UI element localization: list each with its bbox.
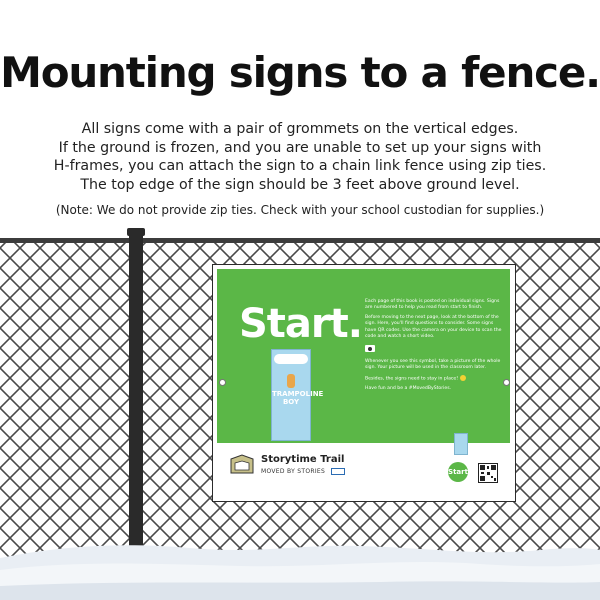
trail-name: Storytime Trail xyxy=(261,454,345,465)
sign-instruction-line: Whenever you see this symbol, take a picture of the whole sign. Your picture will be used in the classroom later. xyxy=(365,358,501,371)
trail-tagline: MOVED BY STORIES xyxy=(261,468,326,475)
camera-icon xyxy=(365,345,375,352)
sign-instruction-line: Each page of this book is posted on individual signs. Signs are numbered to help you read from start to finish. xyxy=(365,299,500,311)
instructions-line: If the ground is frozen, and you are unable to set up your signs with xyxy=(58,139,542,156)
sign-instruction-line xyxy=(365,375,503,383)
sign-green-panel xyxy=(217,269,510,443)
zip-tie-note: (Note: We do not provide zip ties. Check with your school custodian for supplies.) xyxy=(55,203,545,217)
book-title: TRAMPOLINE BOY xyxy=(272,390,324,406)
fence-top-rail xyxy=(0,238,600,243)
instructions-line: H-frames, you can attach the sign to a chain link fence using zip ties. xyxy=(53,158,547,174)
instructions-line: The top edge of the sign should be 3 feet above ground level. xyxy=(80,176,520,193)
sign-heading: Start. xyxy=(239,301,362,347)
book-cover-image xyxy=(271,349,324,441)
instructions-line: All signs come with a pair of grommets on the vertical edges. xyxy=(81,121,519,137)
fence-post xyxy=(129,232,143,562)
sign-instructions xyxy=(365,299,503,395)
sign-instruction-text: Besides, the signs need to stay in place! xyxy=(365,376,459,382)
sign-instruction-line: Have fun and be a #MovedByStories. xyxy=(365,385,452,391)
qr-code-icon xyxy=(478,463,498,483)
snow-ground-graphic xyxy=(0,536,600,600)
cloud-graphic xyxy=(274,354,308,364)
storytime-sign xyxy=(212,264,516,502)
partner-logo-icon xyxy=(331,468,345,475)
page-title: Mounting signs to a fence. xyxy=(0,48,600,97)
fence-post-cap xyxy=(127,228,145,236)
sign-instruction-line: Before moving to the next page, look at the bottom of the sign. Here, you'll find questions to consider. Some signs have QR codes. Use the camera on your device to scan the code and watch a short video. xyxy=(365,314,502,340)
qr-pattern xyxy=(479,464,497,482)
storytime-trail-logo-icon xyxy=(229,453,255,475)
grommet-left xyxy=(219,379,226,386)
boy-graphic xyxy=(287,374,295,388)
start-badge: Start xyxy=(448,462,468,482)
book-thumbnail-image xyxy=(454,433,468,455)
grommet-right xyxy=(503,379,510,386)
instructions-paragraph xyxy=(20,120,580,194)
smiley-icon xyxy=(460,375,466,381)
